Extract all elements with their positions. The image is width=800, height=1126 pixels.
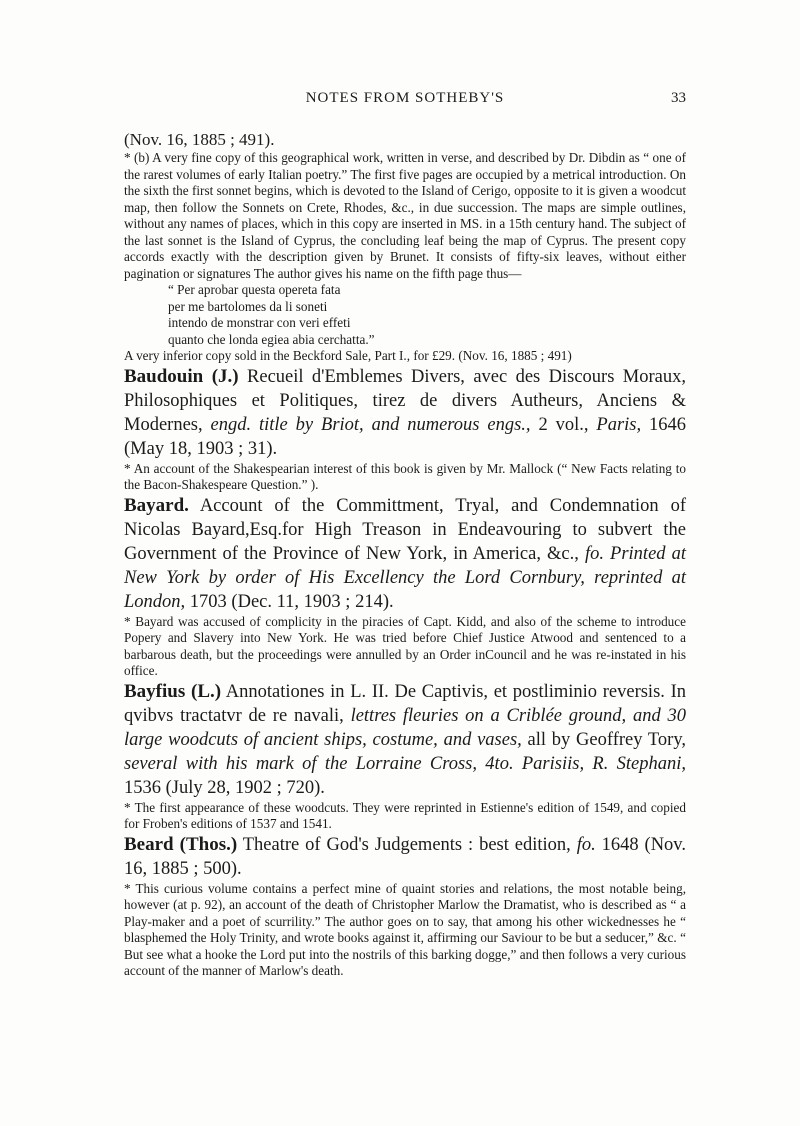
entry-head: Baudouin (J.) [124,365,239,387]
entry-bayard [124,494,686,680]
entry-text: Baudouin (J.) Recueil d'Emblemes Divers, avec des Discours Moraux, Philosophiques et Politiques, tirez de divers Autheurs, Anciens & Modernes, engd. title by Briot, and numerous engs., 2 vol., Paris, 1646 (May 18, 1903 ; 31). [124,365,687,459]
intro-note: * (b) A very fine copy of this geographical work, written in verse, and described by Dr. Dibdin as “ one of the rarest volumes of early Italian poetry.” The first five pages are occupied by a metrical introduction. On the sixth the first sonnet begins, which is devoted to the Island of Cerigo, opposite to it is given a woodcut map, then follow the Sonnets on Crete, Rhodes, &c., in due succession. The maps are simple outlines, without any names of places, which in this copy are inserted in MS. in a 15th century hand. The subject of the last sonnet is the Island of Cyprus, the concluding leaf being the map of Cyprus. The present copy accords exactly with the description given by Brunet. It consists of fifty-six leaves, without either pagination or signatures The author gives his name on the fifth page thus— [124,150,686,281]
entry-text: Bayfius (L.) Annotationes in L. II. De Captivis, et postliminio reversis. In qvibvs tractatvr de re navali, lettres fleuries on a Criblée ground, and 30 large woodcuts of ancient ships, costume, and vases, all by Geoffrey Tory, several with his mark of the Lorraine Cross, 4to. Parisiis, R. Stephani, 1536 (July 28, 1902 ; 720). [124,680,687,798]
entry-baudouin [124,365,686,494]
entry-head: Bayfius (L.) [124,680,222,702]
verse-block [124,282,686,348]
page-number: 33 [671,90,686,106]
page-body [124,130,686,980]
entry-text: Beard (Thos.) Theatre of God's Judgements : best edition, fo. 1648 (Nov. 16, 1885 ; 500). [124,833,686,879]
verse-line: per me bartolomes da li soneti [168,298,328,314]
entry-text: Bayard. Account of the Committment, Tryal, and Condemnation of Nicolas Bayard,Esq.for High Treason in Endeavouring to subvert the Government of the Province of New York, in America, &c., fo. Printed at New York by order of His Excellency the Lord Cornbury, reprinted at London, 1703 (Dec. 11, 1903 ; 214). [124,494,686,612]
entry-bayfius [124,680,686,833]
entry-note: * An account of the Shakespearian interest of this book is given by Mr. Mallock (“ New Facts relating to the Bacon-Shakespeare Question.” ). [124,460,686,492]
running-title: NOTES FROM SOTHEBY'S [305,90,505,106]
entry-note: * The first appearance of these woodcuts. They were reprinted in Estienne's edition of 1549, and copied for Froben's editions of 1537 and 1541. [124,799,686,831]
intro-after: A very inferior copy sold in the Beckford Sale, Part I., for £29. (Nov. 16, 1885 ; 491) [124,348,572,363]
entry-note: * Bayard was accused of complicity in the piracies of Capt. Kidd, and also of the scheme to introduce Popery and Slavery into New York. He was tried before Chief Justice Atwood and sentenced to a barbarous death, but the proceedings were annulled by an Order inCouncil and he was re-instated in his office. [124,613,686,678]
verse-line: “ Per aprobar questa opereta fata [168,282,341,297]
entry-note: * This curious volume contains a perfect mine of quaint stories and relations, the most notable being, however (at p. 92), an account of the death of Christopher Marlow the Dramatist, who is described as “ a Play-maker and a poet of scurrility.” The author goes on to say, that among his other wickednesses he “ blasphemed the Holy Trinity, and wrote books against it, affirming our Saviour to be but a seducer,” &c. “ But see what a hooke the Lord put into the nostrils of this barking dogge,” and then follows a very curious account of the manner of Marlow's death. [124,880,686,978]
entry-head: Bayard. [124,494,189,516]
verse-line: quanto che londa egiea abia cerchatta.” [168,331,375,347]
verse-line: intendo de monstrar con veri effeti [168,315,351,330]
entry-beard [124,833,686,980]
intro-ref: (Nov. 16, 1885 ; 491). [124,130,275,149]
running-header [124,90,686,112]
entry-head: Beard (Thos.) [124,833,238,855]
